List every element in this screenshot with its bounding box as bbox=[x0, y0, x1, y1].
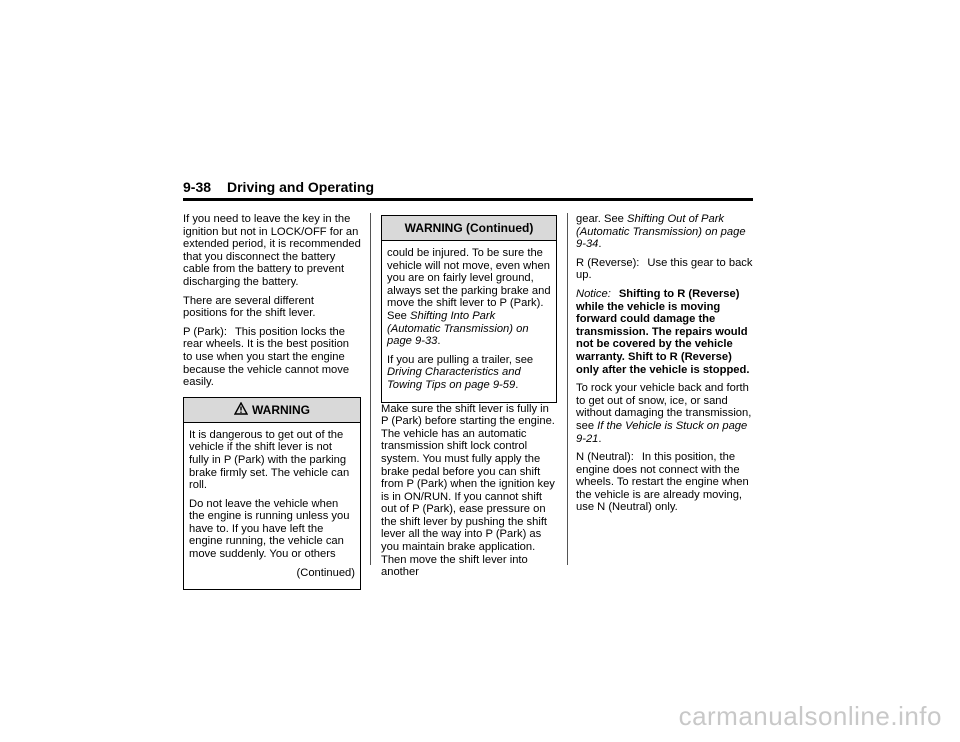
neutral-text: In this position, the engine does not connect with the wheels. To restart the engine when the vehicle is are already moving, use N (Neutral) only. bbox=[576, 451, 749, 514]
section-title: Driving and Operating bbox=[227, 179, 375, 195]
warning-continued-body bbox=[382, 241, 556, 402]
watermark: carmanualsonline.info bbox=[678, 701, 942, 731]
warning-continued-box bbox=[381, 215, 557, 403]
warning-continued-paragraph-1 bbox=[387, 247, 551, 348]
column-2 bbox=[381, 213, 557, 585]
warning-continued-header: WARNING (Continued) bbox=[382, 216, 556, 241]
paragraph-positions: There are several different positions for the shift lever. bbox=[183, 294, 316, 320]
period: . bbox=[598, 238, 602, 251]
link-vehicle-stuck[interactable]: If the Vehicle is Stuck on page 9-21 bbox=[576, 419, 748, 445]
column-divider-2 bbox=[567, 213, 568, 565]
warning-text: could be injured. To be sure the vehicle will not move, even when you are on fairly level ground, always set the parking brake and move the shift lever to P (Park). See bbox=[387, 247, 551, 322]
paragraph-reverse bbox=[576, 257, 756, 282]
paragraph-rock bbox=[576, 382, 756, 445]
notice-label: Notice: bbox=[576, 287, 611, 300]
page-number: 9-38 bbox=[183, 179, 212, 195]
link-shifting-into-park[interactable]: Shifting Into Park (Automatic Transmission) on page 9-33 bbox=[387, 309, 529, 348]
paragraph-neutral bbox=[576, 451, 756, 514]
warning-header bbox=[184, 398, 360, 423]
period: . bbox=[598, 432, 602, 445]
neutral-label: N (Neutral): bbox=[576, 451, 634, 464]
link-shifting-out-of-park[interactable]: Shifting Out of Park (Automatic Transmission) on page 9-34 bbox=[576, 213, 746, 251]
period: . bbox=[437, 335, 441, 348]
paragraph-park bbox=[183, 326, 361, 389]
warning-continued-paragraph-2 bbox=[387, 354, 551, 392]
paragraph-battery: If you need to leave the key in the ignition but not in LOCK/OFF for an extended period, it is recommended that you disconnect the battery cable from the battery to prevent discharging the battery. bbox=[183, 213, 361, 288]
warning-continued: (Continued) bbox=[296, 566, 355, 579]
reverse-text: Use this gear to back up. bbox=[576, 256, 753, 282]
park-label: P (Park): bbox=[183, 325, 227, 338]
reverse-label: R (Reverse): bbox=[576, 256, 640, 269]
warning-body bbox=[184, 423, 360, 590]
notice-text: Shifting to R (Reverse) while the vehicle is moving forward could damage the transmission. The repairs would not be covered by the vehicle warranty. Shift to R (Reverse) only after the vehicle is stopped. bbox=[576, 287, 750, 376]
warning-paragraph-1: It is dangerous to get out of the vehicle if the shift lever is not fully in P (Park) with the parking brake firmly set. The vehicle can roll. bbox=[189, 428, 350, 492]
paragraph-shift-lock: Make sure the shift lever is fully in P (Park) before starting the engine. The vehicle has an automatic transmission shift lock control system. You must fully apply the brake pedal before you can shift from P (Park) when the ignition key is in ON/RUN. If you cannot shift out of P (Park), ease pressure on the shift lever by pushing the shift lever all the way into P (Park) as you maintain brake application. Then move the shift lever into another bbox=[381, 402, 555, 579]
park-text: This position locks the rear wheels. It is the best position to use when you start the engine because the vehicle cannot move easily. bbox=[183, 325, 350, 389]
warning-box bbox=[183, 397, 361, 591]
page-header bbox=[183, 178, 753, 201]
paragraph-gear bbox=[576, 213, 756, 251]
column-1 bbox=[183, 213, 361, 590]
period: . bbox=[515, 378, 519, 391]
warning-icon bbox=[234, 399, 248, 423]
warning-title: WARNING bbox=[252, 402, 310, 417]
column-divider-1 bbox=[370, 213, 371, 565]
column-3 bbox=[576, 213, 756, 520]
text: gear. See bbox=[576, 213, 628, 225]
paragraph-notice bbox=[576, 288, 756, 376]
text: To rock your vehicle back and forth to get out of snow, ice, or sand without damaging the transmission, see bbox=[576, 382, 752, 432]
warning-text: If you are pulling a trailer, see bbox=[387, 353, 534, 366]
link-driving-characteristics[interactable]: Driving Characteristics and Towing Tips on page 9-59 bbox=[387, 366, 521, 391]
warning-paragraph-2: Do not leave the vehicle when the engine is running unless you have to. If you have left the engine running, the vehicle can move suddenly. You or others bbox=[189, 497, 350, 561]
